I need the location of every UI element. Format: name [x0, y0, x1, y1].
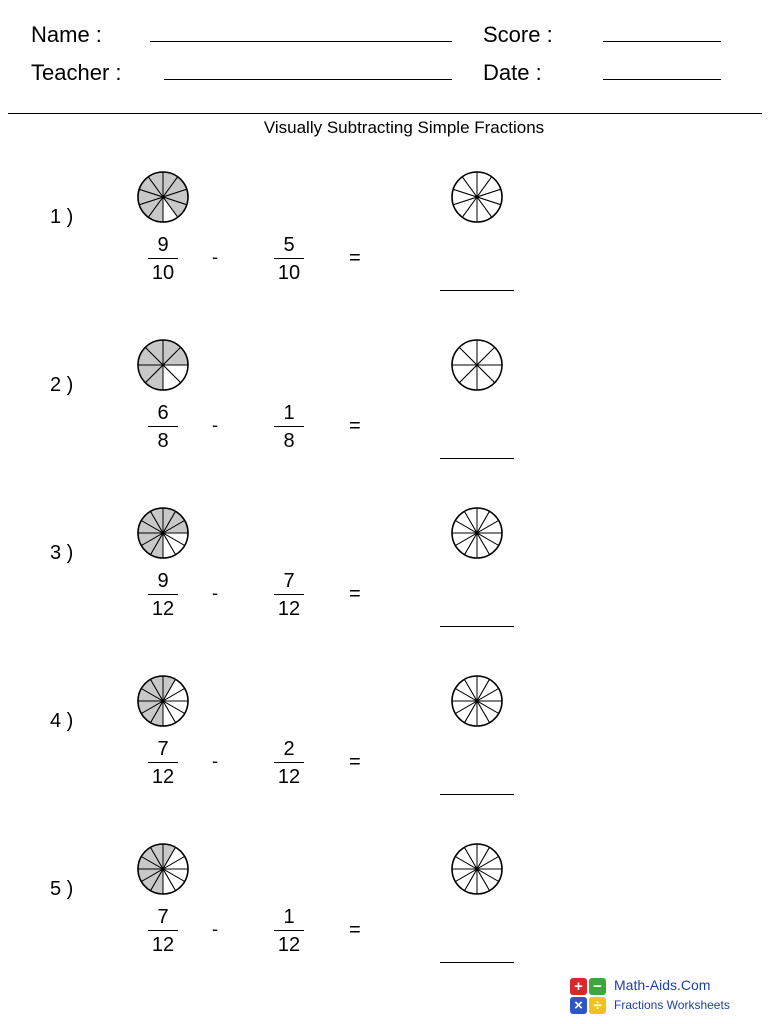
minuend-fraction: [148, 402, 178, 452]
problem-4: [0, 672, 768, 840]
denominator: 12: [151, 766, 175, 788]
denominator: 12: [151, 598, 175, 620]
answer-line[interactable]: [440, 626, 514, 627]
equals-sign: =: [349, 751, 361, 773]
minuend-fraction: [148, 906, 178, 956]
fraction-pie: [136, 674, 190, 728]
worksheet-title: Visually Subtracting Simple Fractions: [263, 118, 545, 137]
problem-2: [0, 336, 768, 504]
answer-line[interactable]: [440, 458, 514, 459]
denominator: 10: [151, 262, 175, 284]
minus-sign: -: [212, 247, 218, 267]
date-field[interactable]: [603, 79, 721, 80]
minuend-fraction: [148, 234, 178, 284]
fraction-pie: [136, 338, 190, 392]
subtrahend-fraction: [274, 906, 304, 956]
subtrahend-fraction: [274, 234, 304, 284]
fraction-pie: [136, 506, 190, 560]
minus-sign: -: [212, 751, 218, 771]
minus-sign: -: [212, 583, 218, 603]
problem-number: 5 ): [50, 878, 74, 900]
fraction-bar: [148, 426, 178, 427]
logo-site-name: Math-Aids.Com: [614, 977, 711, 993]
multiply-icon: ×: [570, 997, 587, 1014]
numerator: 7: [283, 570, 295, 592]
minus-sign: -: [212, 919, 218, 939]
numerator: 2: [283, 738, 295, 760]
answer-line[interactable]: [440, 290, 514, 291]
fraction-bar: [148, 762, 178, 763]
equals-sign: =: [349, 919, 361, 941]
date-label: Date :: [483, 60, 542, 85]
fraction-bar: [274, 594, 304, 595]
problem-number: 4 ): [50, 710, 74, 732]
problem-1: [0, 168, 768, 336]
fraction-bar: [274, 258, 304, 259]
denominator: 12: [277, 766, 301, 788]
fraction-bar: [148, 594, 178, 595]
numerator: 5: [283, 234, 295, 256]
equals-sign: =: [349, 415, 361, 437]
answer-pie[interactable]: [450, 170, 504, 224]
denominator: 10: [277, 262, 301, 284]
denominator: 8: [157, 430, 169, 452]
fraction-bar: [274, 930, 304, 931]
equals-sign: =: [349, 247, 361, 269]
numerator: 7: [157, 906, 169, 928]
name-label: Name :: [31, 22, 102, 47]
problem-number: 2 ): [50, 374, 74, 396]
teacher-label: Teacher :: [31, 60, 122, 85]
answer-pie[interactable]: [450, 506, 504, 560]
denominator: 12: [277, 598, 301, 620]
minus-sign: -: [212, 415, 218, 435]
fraction-bar: [274, 426, 304, 427]
answer-line[interactable]: [440, 794, 514, 795]
teacher-field[interactable]: [164, 79, 452, 80]
fraction-bar: [274, 762, 304, 763]
numerator: 1: [283, 402, 295, 424]
math-aids-logo: [570, 976, 750, 1016]
subtrahend-fraction: [274, 738, 304, 788]
header-divider: [8, 113, 762, 114]
subtrahend-fraction: [274, 402, 304, 452]
operations-logo-icon: [570, 978, 608, 1016]
answer-pie[interactable]: [450, 674, 504, 728]
name-field[interactable]: [150, 41, 452, 42]
numerator: 9: [157, 234, 169, 256]
fraction-bar: [148, 930, 178, 931]
plus-icon: +: [570, 978, 587, 995]
denominator: 12: [151, 934, 175, 956]
score-label: Score :: [483, 22, 553, 47]
subtrahend-fraction: [274, 570, 304, 620]
score-field[interactable]: [603, 41, 721, 42]
problem-number: 3 ): [50, 542, 74, 564]
numerator: 1: [283, 906, 295, 928]
answer-pie[interactable]: [450, 338, 504, 392]
fraction-pie: [136, 842, 190, 896]
divide-icon: ÷: [589, 997, 606, 1014]
numerator: 9: [157, 570, 169, 592]
answer-line[interactable]: [440, 962, 514, 963]
denominator: 12: [277, 934, 301, 956]
minuend-fraction: [148, 738, 178, 788]
minus-icon: −: [589, 978, 606, 995]
numerator: 7: [157, 738, 169, 760]
problem-3: [0, 504, 768, 672]
answer-pie[interactable]: [450, 842, 504, 896]
numerator: 6: [157, 402, 169, 424]
equals-sign: =: [349, 583, 361, 605]
logo-subtitle: Fractions Worksheets: [614, 998, 730, 1012]
fraction-bar: [148, 258, 178, 259]
problem-number: 1 ): [50, 206, 74, 228]
fraction-pie: [136, 170, 190, 224]
denominator: 8: [283, 430, 295, 452]
minuend-fraction: [148, 570, 178, 620]
